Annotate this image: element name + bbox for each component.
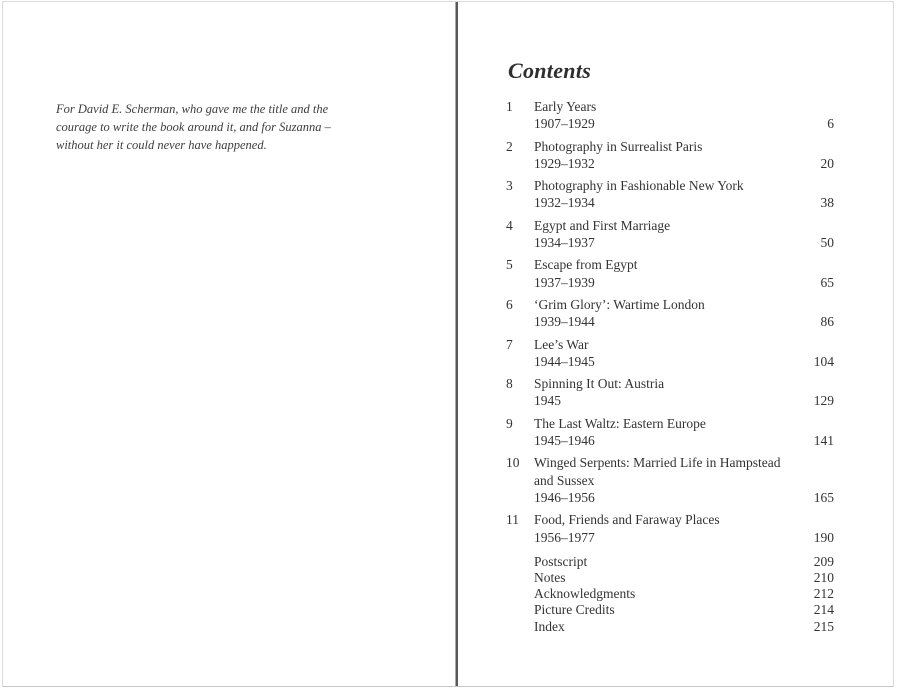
toc-entry-page-number: 65 [820, 274, 834, 290]
toc-entry-dateline [534, 489, 834, 506]
toc-entry [506, 98, 834, 133]
toc-entry-title-line: Early Years [534, 99, 597, 114]
toc-entry-title [534, 415, 834, 432]
toc-entry-page-number: 165 [813, 489, 834, 505]
back-matter-label: Notes [534, 570, 566, 586]
toc-entry-title [534, 296, 834, 313]
toc-entry-page-number: 38 [820, 195, 834, 211]
toc-entry-title-line: Photography in Fashionable New York [534, 178, 744, 194]
toc-entry-page-number: 104 [813, 353, 834, 369]
back-matter-page-number: 215 [813, 618, 834, 634]
toc-entry-dateline [534, 432, 834, 449]
back-matter-row [534, 570, 834, 586]
left-page [3, 2, 455, 686]
toc-entry-body [534, 217, 834, 252]
toc-entry-title [534, 138, 834, 155]
toc-entry-dateline [534, 274, 834, 291]
toc-entry-page-number: 190 [813, 529, 834, 545]
dedication-line: For David E. Scherman, who gave me the title and the [56, 102, 329, 116]
toc-entry-dates: 1956–1977 [534, 529, 595, 545]
back-matter-row [534, 602, 834, 618]
toc-entry-title-line: The Last Waltz: Eastern Europe [534, 415, 706, 431]
toc-entry-number: 6 [506, 296, 513, 312]
toc-entry-title-line: Photography in Surrealist Paris [534, 138, 703, 154]
toc-entry-dates: 1937–1939 [534, 274, 595, 290]
toc-entry-page-number: 86 [820, 314, 834, 330]
toc-entry [506, 138, 834, 173]
toc-entry-dateline [534, 353, 834, 370]
toc-entry-title-line: Lee’s War [534, 336, 589, 352]
book-spine-gutter [455, 2, 458, 686]
toc-entry-dateline [534, 194, 834, 211]
toc-entries [506, 98, 834, 546]
toc-entry-dateline [534, 234, 834, 251]
toc-entry [506, 336, 834, 371]
toc-entry-title [534, 375, 834, 392]
toc-entry-body [534, 177, 834, 212]
toc-entry-dates: 1945–1946 [534, 433, 595, 449]
toc-entry-dates: 1932–1934 [534, 195, 595, 211]
toc-entry-number: 4 [506, 217, 513, 233]
toc-entry-dates: 1929–1932 [534, 155, 595, 171]
toc-entry [506, 511, 834, 546]
toc-entry-title [534, 511, 834, 528]
toc-entry-title [534, 336, 834, 353]
toc-entry-body [534, 336, 834, 371]
toc-entry-title-line: Egypt and First Marriage [534, 217, 671, 233]
back-matter-label: Acknowledgments [534, 586, 636, 602]
back-matter-row [534, 619, 834, 635]
toc-entry-dates: 1934–1937 [534, 235, 595, 251]
toc-entry [506, 177, 834, 212]
toc-entry-dates: 1945 [534, 393, 561, 409]
toc-entry-number: 11 [506, 512, 519, 528]
toc-entry-body [534, 98, 834, 133]
toc-entry [506, 217, 834, 252]
toc-entry [506, 454, 834, 506]
toc-entry-title [534, 217, 834, 234]
toc-entry-dateline [534, 155, 834, 172]
toc-entry-dates: 1907–1929 [534, 116, 595, 132]
toc-entry-page-number: 129 [813, 393, 834, 409]
back-matter-label: Index [534, 618, 565, 634]
back-matter-label: Picture Credits [534, 602, 615, 618]
toc-entry-page-number: 50 [820, 235, 834, 251]
toc-entry-number: 2 [506, 138, 513, 154]
toc-entry-title-line: Winged Serpents: Married Life in Hampstead [534, 455, 781, 471]
toc-entry-body [534, 511, 834, 546]
toc-entry-body [534, 296, 834, 331]
toc-entry-title [534, 256, 834, 273]
toc-entry [506, 375, 834, 410]
back-matter-row [534, 554, 834, 570]
toc-entry-dateline [534, 115, 834, 132]
toc-entry-title-line: ‘Grim Glory’: Wartime London [534, 296, 705, 312]
right-page [458, 2, 893, 686]
toc-entry-dateline [534, 529, 834, 546]
toc-entry-title-line: and Sussex [534, 472, 595, 488]
dedication [56, 101, 336, 154]
toc-entry [506, 296, 834, 331]
back-matter [534, 554, 834, 635]
toc-entry-title-line: Food, Friends and Faraway Places [534, 512, 720, 528]
toc-entry-page-number: 6 [827, 116, 834, 132]
toc-entry-number: 8 [506, 376, 513, 392]
toc-entry-number: 5 [506, 257, 513, 273]
dedication-line: courage to write the book around it, and for Suzanna – [56, 119, 331, 134]
toc-entry-title-line: Spinning It Out: Austria [534, 376, 665, 392]
toc-entry-body [534, 375, 834, 410]
back-matter-row [534, 586, 834, 602]
toc-entry-dates: 1944–1945 [534, 353, 595, 369]
toc-entry-body [534, 138, 834, 173]
book-spread [2, 1, 894, 687]
toc-entry-number: 10 [506, 455, 520, 471]
toc-entry-dateline [534, 392, 834, 409]
toc-entry-body [534, 454, 834, 506]
back-matter-page-number: 209 [813, 553, 834, 569]
back-matter-label: Postscript [534, 553, 588, 569]
toc-entry-title [534, 98, 834, 115]
toc-entry-title [534, 177, 834, 194]
toc-entry-title-line: Escape from Egypt [534, 257, 638, 273]
table-of-contents [506, 98, 834, 635]
toc-entry [506, 415, 834, 450]
dedication-line: without her it could never have happened. [56, 137, 267, 152]
toc-entry-body [534, 415, 834, 450]
toc-entry-number: 3 [506, 178, 513, 194]
toc-entry [506, 256, 834, 291]
back-matter-page-number: 212 [813, 586, 834, 602]
back-matter-page-number: 210 [813, 570, 834, 586]
back-matter-page-number: 214 [813, 602, 834, 618]
toc-entry-dateline [534, 313, 834, 330]
toc-entry-page-number: 141 [813, 433, 834, 449]
toc-entry-body [534, 256, 834, 291]
toc-entry-number: 1 [506, 99, 513, 114]
toc-entry-number: 9 [506, 415, 513, 431]
contents-heading: Contents [508, 58, 592, 83]
toc-entry-number: 7 [506, 336, 513, 352]
toc-entry-dates: 1939–1944 [534, 314, 595, 330]
toc-entry-page-number: 20 [820, 155, 834, 171]
toc-entry-dates: 1946–1956 [534, 489, 595, 505]
toc-entry-title [534, 454, 834, 489]
